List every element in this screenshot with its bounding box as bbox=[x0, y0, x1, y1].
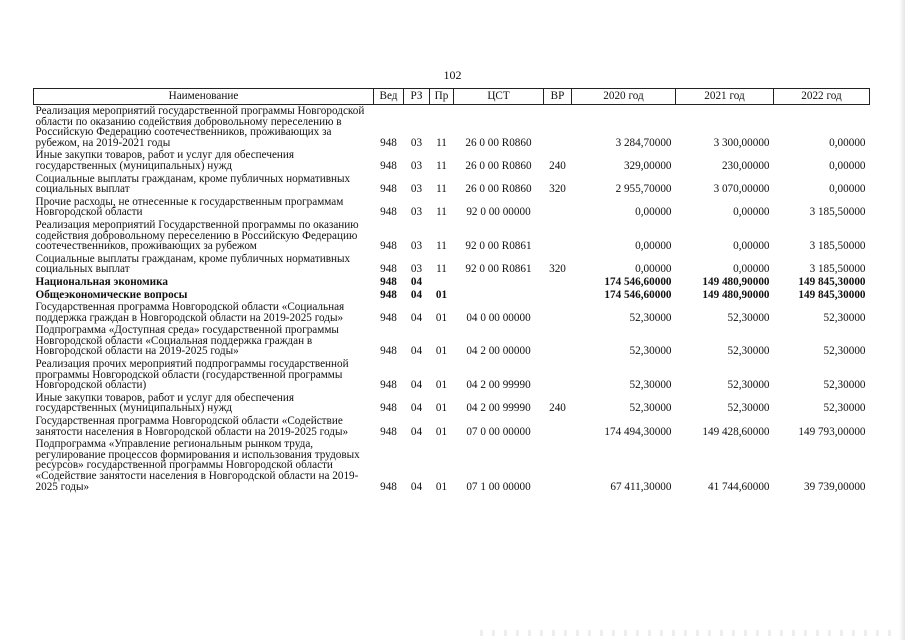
cell-ved: 948 bbox=[380, 288, 397, 301]
table-header-row bbox=[34, 89, 870, 105]
cell-name: Прочие расходы, не отнесенные к государственным программам Новгородской области bbox=[35, 195, 344, 219]
cell-2022: 149 793,00000 bbox=[798, 425, 866, 438]
cell-name: Социальные выплаты гражданам, кроме публичных нормативных социальных выплат bbox=[35, 172, 351, 196]
table-row bbox=[34, 301, 870, 324]
col-header-name: Наименование bbox=[34, 89, 374, 105]
cell-2021: 52,30000 bbox=[727, 345, 770, 358]
table-row bbox=[34, 324, 870, 358]
cell-2021: 0,00000 bbox=[733, 263, 770, 276]
cell-rz: 03 bbox=[410, 240, 423, 253]
cell-2022: 52,30000 bbox=[823, 402, 866, 415]
cell-name: Реализация мероприятий государственной программы Новгородской области по оказанию содействия добровольному переселению в Российскую Федерацию соотечественников, проживающих за рубежом, на 2019-2021 годы bbox=[35, 105, 365, 149]
cell-2021: 149 480,90000 bbox=[702, 288, 770, 301]
col-header-cst: ЦСТ bbox=[454, 89, 544, 105]
cell-2022: 39 739,00000 bbox=[803, 480, 866, 493]
cell-cst: 26 0 00 R0860 bbox=[465, 136, 532, 149]
cell-2021: 52,30000 bbox=[727, 311, 770, 324]
cell-2022: 3 185,50000 bbox=[809, 263, 866, 276]
cell-2022: 0,00000 bbox=[829, 183, 866, 196]
cell-2020: 0,00000 bbox=[635, 240, 672, 253]
cell-2021: 3 070,00000 bbox=[713, 183, 770, 196]
cell-2020: 52,30000 bbox=[629, 379, 672, 392]
cell-cst bbox=[454, 289, 544, 302]
table-body bbox=[34, 105, 870, 494]
cell-2020: 2 955,70000 bbox=[615, 183, 672, 196]
cell-pr: 11 bbox=[436, 136, 447, 149]
cell-2020: 0,00000 bbox=[635, 206, 672, 219]
cell-ved: 948 bbox=[380, 263, 397, 276]
cell-2021: 52,30000 bbox=[727, 379, 770, 392]
cell-vr bbox=[544, 105, 572, 150]
cell-2021: 149 428,60000 bbox=[702, 425, 770, 438]
cell-name: Подпрограмма «Доступная среда» государственной программы Новгородской области «Социальная поддержка граждан в Новгородской области на 2019-2025 годы» bbox=[35, 324, 339, 358]
cell-2022: 52,30000 bbox=[823, 311, 866, 324]
scan-noise bbox=[480, 630, 900, 636]
cell-rz: 03 bbox=[410, 183, 423, 196]
cell-pr: 11 bbox=[436, 183, 447, 196]
cell-2020: 67 411,30000 bbox=[610, 480, 672, 493]
cell-vr: 240 bbox=[549, 402, 566, 415]
cell-cst: 04 2 00 99990 bbox=[466, 379, 531, 392]
cell-vr bbox=[544, 289, 572, 302]
col-header-pr: Пр bbox=[430, 89, 454, 105]
cell-name: Общеэкономические вопросы bbox=[35, 288, 188, 301]
cell-name: Подпрограмма «Управление региональным рынком труда, регулирование процессов формирования и использования трудовых ресурсов» государственной программы Новгородской области «Содействие занятости населения в Новгородской области на 2019-2025 годы» bbox=[35, 438, 360, 493]
cell-rz: 03 bbox=[410, 263, 423, 276]
cell-2020: 174 494,30000 bbox=[604, 425, 672, 438]
cell-ved: 948 bbox=[380, 275, 397, 288]
col-header-ved: Вед bbox=[374, 89, 404, 105]
cell-ved: 948 bbox=[380, 159, 397, 172]
cell-name: Иные закупки товаров, работ и услуг для обеспечения государственных (муниципальных) нужд bbox=[35, 149, 295, 172]
cell-vr bbox=[544, 301, 572, 324]
table-row bbox=[34, 149, 870, 172]
cell-vr: 320 bbox=[549, 183, 566, 196]
table-row bbox=[34, 392, 870, 415]
table-row bbox=[34, 253, 870, 276]
cell-vr bbox=[544, 324, 572, 358]
cell-ved: 948 bbox=[380, 206, 397, 219]
cell-cst: 04 2 00 00000 bbox=[466, 345, 531, 358]
col-header-2021: 2021 год bbox=[676, 89, 774, 105]
cell-2020: 52,30000 bbox=[629, 345, 672, 358]
cell-2021: 149 480,90000 bbox=[702, 275, 770, 288]
cell-2021: 41 744,60000 bbox=[707, 480, 770, 493]
cell-rz: 04 bbox=[410, 402, 423, 415]
cell-name: Государственная программа Новгородской области «Содействие занятости населения в Новгородской области на 2019-2025 годы» bbox=[35, 415, 349, 438]
cell-pr: 01 bbox=[435, 288, 448, 301]
cell-vr bbox=[544, 358, 572, 392]
cell-name: Реализация мероприятий Государственной программы по оказанию содействия добровольному переселению в Российскую Федерацию соотечественников, проживающих за рубежом bbox=[35, 218, 359, 253]
cell-rz: 04 bbox=[410, 345, 423, 358]
cell-pr: 01 bbox=[435, 402, 448, 415]
cell-pr: 01 bbox=[435, 480, 448, 493]
cell-ved: 948 bbox=[380, 311, 397, 324]
cell-vr bbox=[544, 438, 572, 493]
cell-cst: 26 0 00 R0860 bbox=[465, 183, 532, 196]
cell-ved: 948 bbox=[380, 240, 397, 253]
cell-cst: 07 1 00 00000 bbox=[466, 480, 531, 493]
cell-rz: 04 bbox=[410, 425, 423, 438]
cell-ved: 948 bbox=[380, 345, 397, 358]
cell-vr bbox=[544, 415, 572, 438]
cell-2021: 52,30000 bbox=[727, 402, 770, 415]
cell-name: Социальные выплаты гражданам, кроме публичных нормативных социальных выплат bbox=[35, 252, 351, 276]
cell-pr: 11 bbox=[436, 263, 447, 276]
table-row bbox=[34, 173, 870, 196]
scan-edge bbox=[899, 0, 905, 640]
col-header-2020: 2020 год bbox=[572, 89, 676, 105]
cell-cst: 04 2 00 99990 bbox=[466, 402, 531, 415]
cell-pr: 01 bbox=[435, 379, 448, 392]
cell-name: Реализация прочих мероприятий подпрограммы государственной программы Новгородской области (государственной программы Новгородской области) bbox=[35, 358, 349, 392]
cell-2022: 3 185,50000 bbox=[809, 240, 866, 253]
table-row bbox=[34, 358, 870, 392]
cell-pr: 01 bbox=[435, 425, 448, 438]
cell-cst: 26 0 00 R0860 bbox=[465, 159, 532, 172]
cell-rz: 04 bbox=[410, 288, 423, 301]
cell-cst: 04 0 00 00000 bbox=[466, 311, 531, 324]
cell-rz: 04 bbox=[410, 311, 423, 324]
cell-2020: 3 284,70000 bbox=[615, 136, 672, 149]
cell-2022: 149 845,30000 bbox=[798, 288, 866, 301]
cell-rz: 03 bbox=[410, 159, 423, 172]
cell-2021: 230,00000 bbox=[721, 159, 770, 172]
cell-2022: 3 185,50000 bbox=[809, 206, 866, 219]
cell-vr: 320 bbox=[549, 263, 566, 276]
cell-2020: 52,30000 bbox=[629, 311, 672, 324]
cell-2021: 3 300,00000 bbox=[713, 136, 770, 149]
cell-ved: 948 bbox=[380, 183, 397, 196]
cell-rz: 03 bbox=[410, 136, 423, 149]
table-row bbox=[34, 438, 870, 493]
table-row bbox=[34, 289, 870, 302]
cell-vr bbox=[544, 219, 572, 253]
cell-rz: 03 bbox=[410, 206, 423, 219]
cell-pr bbox=[430, 276, 454, 289]
cell-pr: 11 bbox=[436, 159, 447, 172]
cell-pr: 01 bbox=[435, 345, 448, 358]
col-header-vr: ВР bbox=[544, 89, 572, 105]
cell-ved: 948 bbox=[380, 136, 397, 149]
cell-vr: 240 bbox=[549, 159, 566, 172]
cell-ved: 948 bbox=[380, 425, 397, 438]
cell-2022: 52,30000 bbox=[823, 379, 866, 392]
cell-rz: 04 bbox=[410, 275, 423, 288]
cell-rz: 04 bbox=[410, 379, 423, 392]
cell-2020: 174 546,60000 bbox=[604, 288, 672, 301]
cell-cst bbox=[454, 276, 544, 289]
cell-2020: 52,30000 bbox=[629, 402, 672, 415]
table-row bbox=[34, 105, 870, 150]
cell-ved: 948 bbox=[380, 402, 397, 415]
cell-name: Государственная программа Новгородской области «Социальная поддержка граждан в Новгородской области на 2019-2025 годы» bbox=[35, 301, 345, 324]
table-row bbox=[34, 276, 870, 289]
cell-2021: 0,00000 bbox=[733, 206, 770, 219]
budget-table bbox=[33, 88, 870, 493]
cell-cst: 92 0 00 00000 bbox=[466, 206, 531, 219]
page-number: 102 bbox=[443, 68, 462, 82]
cell-rz: 04 bbox=[410, 480, 423, 493]
cell-pr: 11 bbox=[436, 240, 447, 253]
cell-pr: 01 bbox=[435, 311, 448, 324]
cell-2022: 0,00000 bbox=[829, 136, 866, 149]
cell-cst: 92 0 00 R0861 bbox=[465, 240, 532, 253]
cell-ved: 948 bbox=[380, 379, 397, 392]
cell-2020: 329,00000 bbox=[623, 159, 672, 172]
cell-2022: 0,00000 bbox=[829, 159, 866, 172]
cell-name: Национальная экономика bbox=[35, 275, 168, 288]
table-row bbox=[34, 219, 870, 253]
cell-cst: 92 0 00 R0861 bbox=[465, 263, 532, 276]
cell-2022: 52,30000 bbox=[823, 345, 866, 358]
cell-name: Иные закупки товаров, работ и услуг для обеспечения государственных (муниципальных) нужд bbox=[35, 391, 295, 415]
cell-2021: 0,00000 bbox=[733, 240, 770, 253]
cell-vr bbox=[544, 196, 572, 219]
col-header-2022: 2022 год bbox=[774, 89, 870, 105]
table-row bbox=[34, 196, 870, 219]
cell-2020: 0,00000 bbox=[635, 263, 672, 276]
cell-pr: 11 bbox=[436, 206, 447, 219]
cell-ved: 948 bbox=[380, 480, 397, 493]
cell-2020: 174 546,60000 bbox=[604, 275, 672, 288]
cell-2022: 149 845,30000 bbox=[798, 275, 866, 288]
cell-vr bbox=[544, 276, 572, 289]
table-row bbox=[34, 415, 870, 438]
cell-cst: 07 0 00 00000 bbox=[466, 425, 531, 438]
col-header-rz: РЗ bbox=[404, 89, 430, 105]
